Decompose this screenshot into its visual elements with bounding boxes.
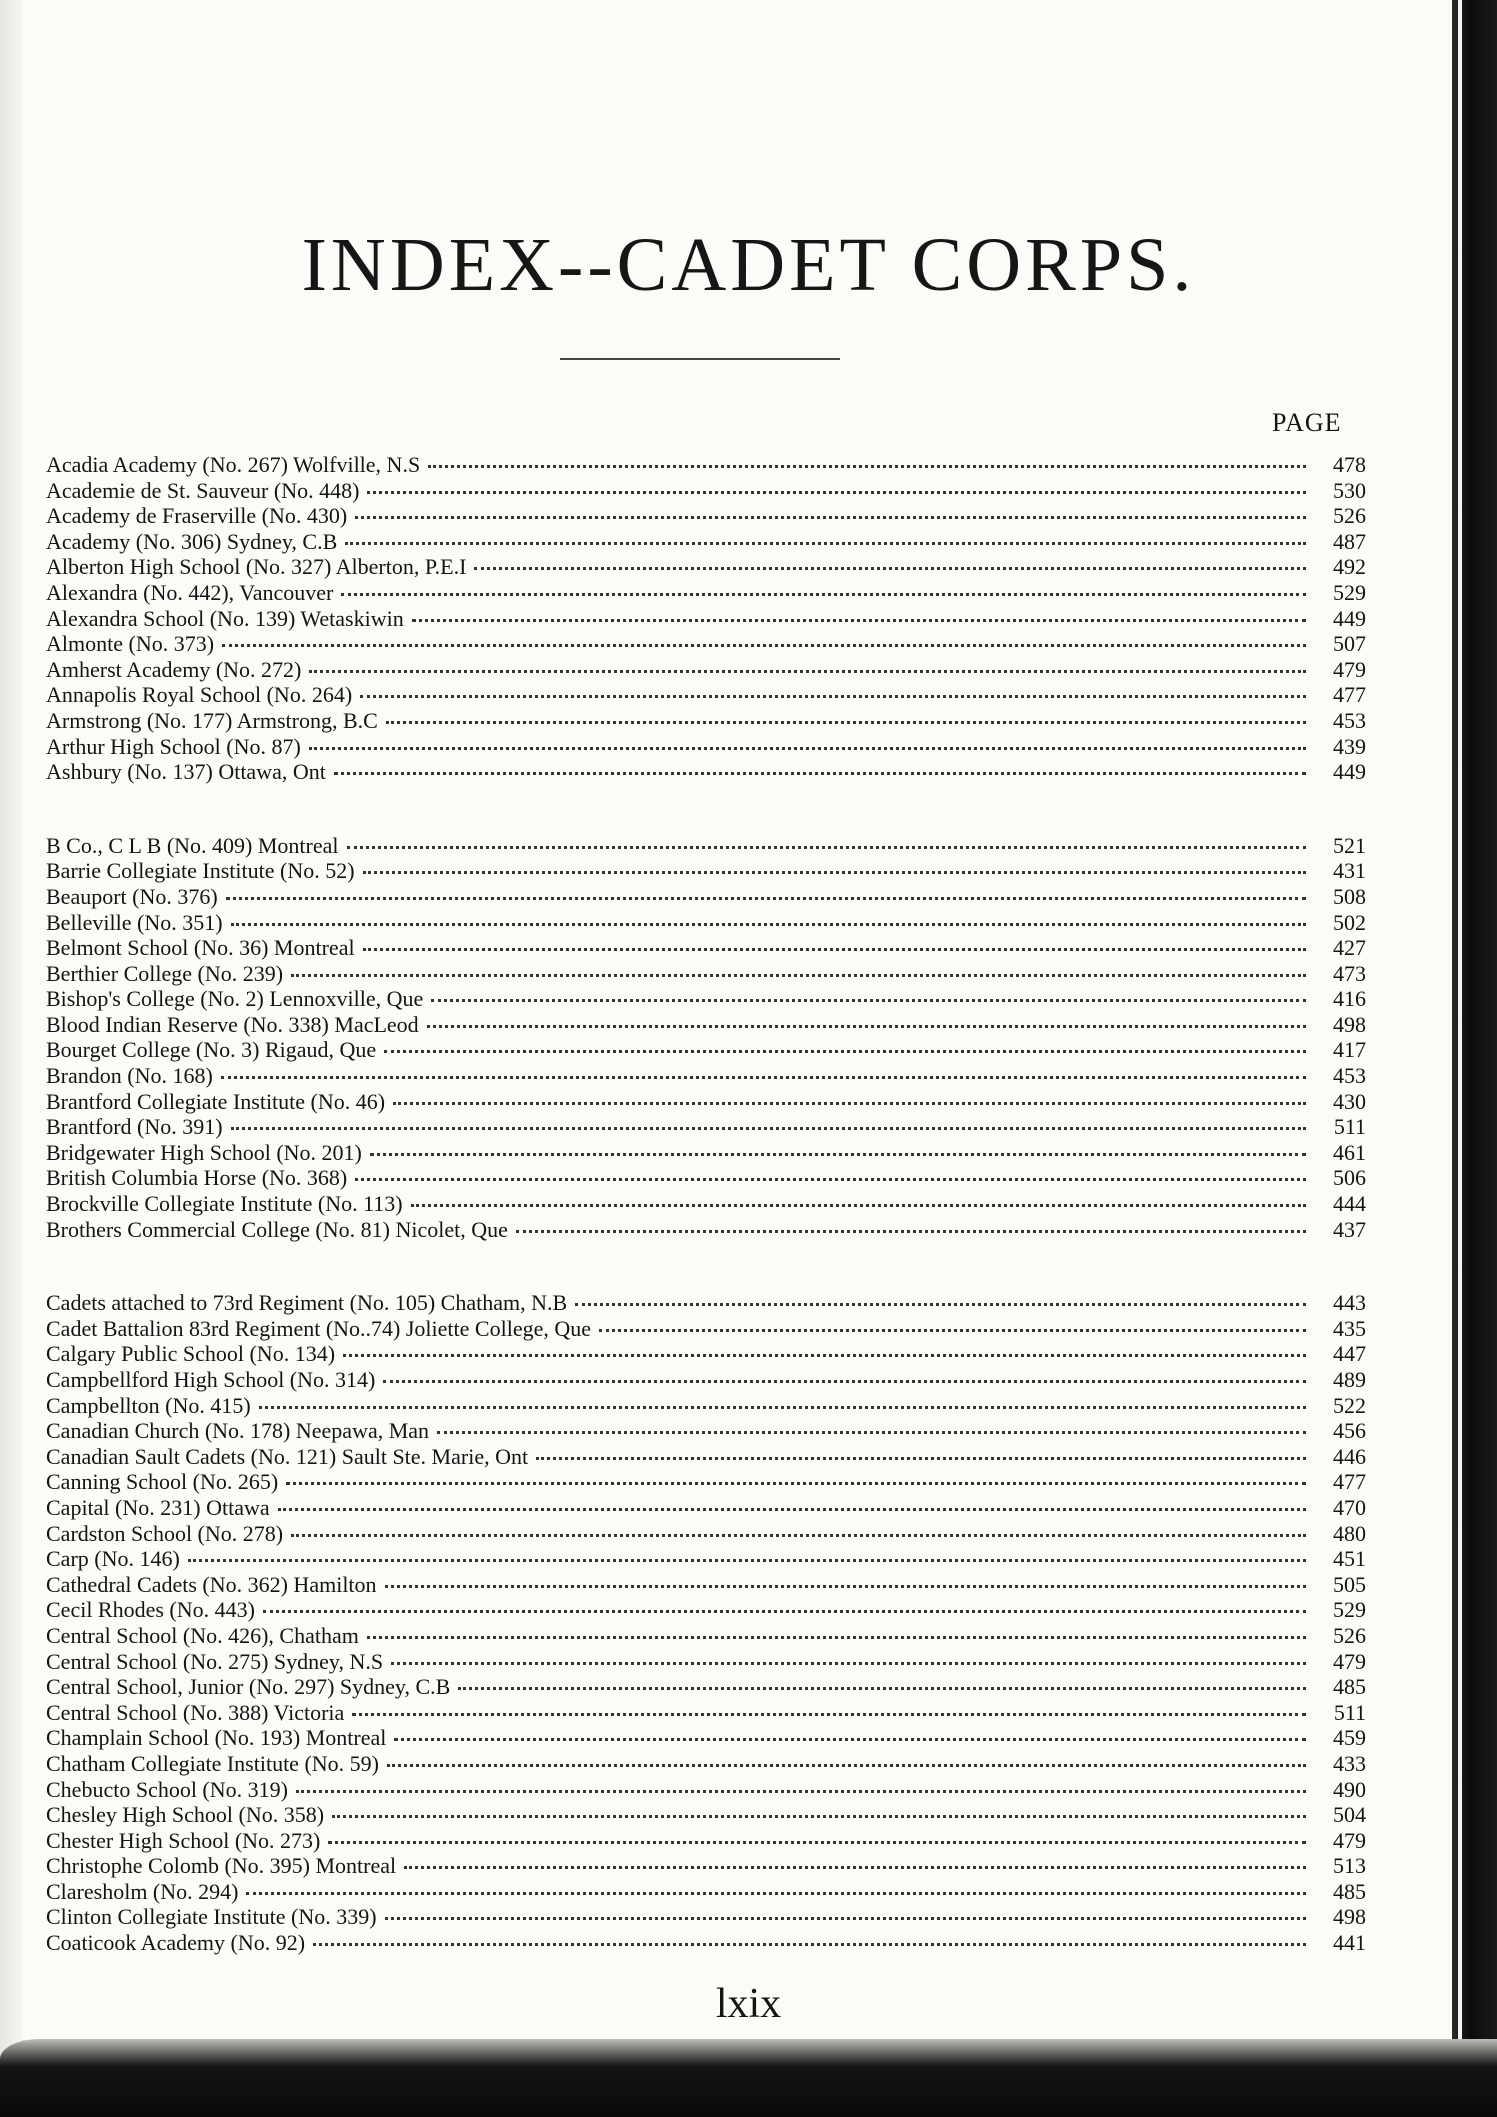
entry-name: Brothers Commercial College (No. 81) Nicolet, Que xyxy=(46,1216,508,1242)
book-binding-edge xyxy=(1452,0,1497,2117)
entry-page-number: 498 xyxy=(1333,1011,1366,1037)
index-entry xyxy=(46,935,1366,961)
index-entry xyxy=(46,833,1366,859)
index-entry xyxy=(46,1572,1366,1598)
entry-name: Amherst Academy (No. 272) xyxy=(46,656,302,682)
index-entry xyxy=(46,734,1366,760)
index-entry xyxy=(46,1469,1366,1495)
index-entry xyxy=(46,631,1366,657)
entry-page-number: 477 xyxy=(1333,1469,1366,1495)
index-entry xyxy=(46,1418,1366,1444)
entry-page-number: 479 xyxy=(1333,1648,1366,1674)
index-entry xyxy=(46,1316,1366,1342)
entry-page-number: 453 xyxy=(1333,707,1366,733)
entry-name: Central School (No. 388) Victoria xyxy=(46,1699,345,1725)
entry-page-number: 498 xyxy=(1333,1904,1366,1930)
dot-leader xyxy=(328,1841,1306,1844)
dot-leader xyxy=(286,1482,1306,1485)
entry-page-number: 511 xyxy=(1333,1114,1366,1140)
index-entry xyxy=(46,1290,1366,1316)
entry-name: Chatham Collegiate Institute (No. 59) xyxy=(46,1750,379,1776)
index-entry xyxy=(46,1674,1366,1700)
entry-page-number: 446 xyxy=(1333,1443,1366,1469)
entry-name: Canadian Church (No. 178) Neepawa, Man xyxy=(46,1418,430,1444)
dot-leader xyxy=(367,1636,1306,1639)
index-entry xyxy=(46,1191,1366,1217)
entry-name: Claresholm (No. 294) xyxy=(46,1878,239,1904)
index-entry xyxy=(46,858,1366,884)
dot-leader xyxy=(599,1329,1306,1332)
dot-leader xyxy=(437,1431,1306,1434)
index-entry xyxy=(46,606,1366,632)
dot-leader xyxy=(458,1687,1306,1690)
entry-name: Almonte (No. 373) xyxy=(46,631,215,657)
entry-name: B Co., C L B (No. 409) Montreal xyxy=(46,832,339,858)
dot-leader xyxy=(226,897,1306,900)
entry-page-number: 451 xyxy=(1333,1546,1366,1572)
entry-name: Brantford Collegiate Institute (No. 46) xyxy=(46,1088,386,1114)
entry-page-number: 443 xyxy=(1333,1290,1366,1316)
entry-name: Cardston School (No. 278) xyxy=(46,1520,284,1546)
entry-page-number: 504 xyxy=(1333,1802,1366,1828)
index-entry xyxy=(46,529,1366,555)
entry-page-number: 416 xyxy=(1333,986,1366,1012)
entry-page-number: 473 xyxy=(1333,960,1366,986)
dot-leader xyxy=(384,1050,1306,1053)
index-entry xyxy=(46,708,1366,734)
entry-name: Bourget College (No. 3) Rigaud, Que xyxy=(46,1037,377,1063)
entry-page-number: 485 xyxy=(1333,1674,1366,1700)
dot-leader xyxy=(575,1303,1306,1306)
index-entry xyxy=(46,503,1366,529)
entry-name: Berthier College (No. 239) xyxy=(46,960,284,986)
entry-page-number: 441 xyxy=(1333,1930,1366,1956)
entry-name: Bishop's College (No. 2) Lennoxville, Que xyxy=(46,986,424,1012)
entry-page-number: 506 xyxy=(1333,1165,1366,1191)
entry-name: Annapolis Royal School (No. 264) xyxy=(46,682,353,708)
entry-name: Academie de St. Sauveur (No. 448) xyxy=(46,477,360,503)
dot-leader xyxy=(427,1025,1306,1028)
entry-name: Armstrong (No. 177) Armstrong, B.C xyxy=(46,707,378,733)
index-entry xyxy=(46,1930,1366,1956)
index-entry xyxy=(46,1879,1366,1905)
entry-page-number: 508 xyxy=(1333,883,1366,909)
dot-leader xyxy=(246,1892,1306,1895)
index-entry xyxy=(46,1140,1366,1166)
entry-page-number: 439 xyxy=(1333,733,1366,759)
entry-name: Cecil Rhodes (No. 443) xyxy=(46,1597,255,1623)
dot-leader xyxy=(360,695,1306,698)
entry-name: Alberton High School (No. 327) Alberton, P.E.I xyxy=(46,554,467,580)
entry-page-number: 447 xyxy=(1333,1341,1366,1367)
index-entry xyxy=(46,1623,1366,1649)
dot-leader xyxy=(474,567,1306,570)
dot-leader xyxy=(278,1508,1306,1511)
index-entry xyxy=(46,1802,1366,1828)
page-column-heading: PAGE xyxy=(1272,408,1342,437)
entry-name: Chester High School (No. 273) xyxy=(46,1827,321,1853)
index-entry xyxy=(46,1089,1366,1115)
entry-name: British Columbia Horse (No. 368) xyxy=(46,1165,348,1191)
entry-page-number: 511 xyxy=(1333,1699,1366,1725)
title-rule xyxy=(560,358,840,360)
index-entry xyxy=(46,1063,1366,1089)
entry-page-number: 485 xyxy=(1333,1878,1366,1904)
dot-leader xyxy=(355,516,1306,519)
entry-name: Champlain School (No. 193) Montreal xyxy=(46,1725,387,1751)
index-entry xyxy=(46,554,1366,580)
page-bottom-shadow xyxy=(0,2039,1497,2117)
entry-page-number: 479 xyxy=(1333,1827,1366,1853)
entry-name: Bridgewater High School (No. 201) xyxy=(46,1139,362,1165)
entry-page-number: 526 xyxy=(1333,503,1366,529)
index-entry xyxy=(46,1393,1366,1419)
dot-leader xyxy=(411,1204,1306,1207)
index-list xyxy=(46,452,1366,2004)
index-entry xyxy=(46,759,1366,785)
dot-leader xyxy=(363,948,1306,951)
dot-leader xyxy=(516,1230,1306,1233)
entry-page-number: 505 xyxy=(1333,1571,1366,1597)
dot-leader xyxy=(313,1943,1306,1946)
left-page-edge xyxy=(0,0,23,2117)
dot-leader xyxy=(334,772,1306,775)
entry-page-number: 526 xyxy=(1333,1622,1366,1648)
entry-name: Carp (No. 146) xyxy=(46,1546,180,1572)
dot-leader xyxy=(347,846,1307,849)
dot-leader xyxy=(221,1076,1306,1079)
dot-leader xyxy=(231,923,1306,926)
index-entry xyxy=(46,1037,1366,1063)
entry-name: Calgary Public School (No. 134) xyxy=(46,1341,336,1367)
entry-page-number: 521 xyxy=(1333,832,1366,858)
dot-leader xyxy=(383,1380,1306,1383)
entry-page-number: 444 xyxy=(1333,1191,1366,1217)
entry-page-number: 449 xyxy=(1333,759,1366,785)
entry-page-number: 456 xyxy=(1333,1418,1366,1444)
entry-name: Capital (No. 231) Ottawa xyxy=(46,1494,270,1520)
dot-leader xyxy=(404,1866,1306,1869)
folio-number: lxix xyxy=(715,1981,782,2027)
entry-name: Brockville Collegiate Institute (No. 113) xyxy=(46,1191,403,1217)
dot-leader xyxy=(352,1713,1306,1716)
index-entry xyxy=(46,1495,1366,1521)
entry-page-number: 459 xyxy=(1333,1725,1366,1751)
dot-leader xyxy=(412,619,1306,622)
entry-page-number: 487 xyxy=(1333,528,1366,554)
dot-leader xyxy=(370,1153,1306,1156)
entry-page-number: 433 xyxy=(1333,1750,1366,1776)
entry-page-number: 489 xyxy=(1333,1367,1366,1392)
entry-page-number: 431 xyxy=(1333,858,1366,884)
entry-name: Central School (No. 426), Chatham xyxy=(46,1622,359,1648)
index-entry xyxy=(46,1777,1366,1803)
index-entry xyxy=(46,657,1366,683)
entry-name: Acadia Academy (No. 267) Wolfville, N.S xyxy=(46,452,421,477)
entry-name: Chebucto School (No. 319) xyxy=(46,1776,288,1802)
dot-leader xyxy=(355,1178,1306,1181)
dot-leader xyxy=(385,1917,1306,1920)
index-entry xyxy=(46,1751,1366,1777)
dot-leader xyxy=(387,1764,1306,1767)
index-entry xyxy=(46,1597,1366,1623)
dot-leader xyxy=(391,1662,1306,1665)
dot-leader xyxy=(259,1406,1306,1409)
entry-page-number: 529 xyxy=(1333,1597,1366,1623)
dot-leader xyxy=(341,593,1306,596)
entry-name: Academy de Fraserville (No. 430) xyxy=(46,503,348,529)
entry-page-number: 513 xyxy=(1333,1853,1366,1879)
index-entry xyxy=(46,1546,1366,1572)
dot-leader xyxy=(386,721,1306,724)
entry-page-number: 477 xyxy=(1333,682,1366,708)
dot-leader xyxy=(188,1559,1306,1562)
index-entry xyxy=(46,884,1366,910)
dot-leader xyxy=(296,1790,1306,1793)
index-section xyxy=(46,452,1366,785)
index-entry xyxy=(46,961,1366,987)
entry-name: Central School, Junior (No. 297) Sydney, C.B xyxy=(46,1674,451,1700)
entry-page-number: 502 xyxy=(1333,909,1366,935)
entry-name: Alexandra (No. 442), Vancouver xyxy=(46,579,334,605)
entry-name: Academy (No. 306) Sydney, C.B xyxy=(46,528,338,554)
index-entry xyxy=(46,682,1366,708)
dot-leader xyxy=(428,465,1306,468)
page-title: INDEX--CADET CORPS. xyxy=(301,223,1196,307)
entry-name: Cadets attached to 73rd Regiment (No. 105) Chatham, N.B xyxy=(46,1290,568,1316)
entry-page-number: 478 xyxy=(1333,452,1366,477)
dot-leader xyxy=(309,670,1306,673)
entry-name: Ashbury (No. 137) Ottawa, Ont xyxy=(46,759,326,785)
index-entry xyxy=(46,1725,1366,1751)
index-entry xyxy=(46,986,1366,1012)
dot-leader xyxy=(536,1457,1306,1460)
entry-name: Coaticook Academy (No. 92) xyxy=(46,1930,306,1956)
entry-name: Clinton Collegiate Institute (No. 339) xyxy=(46,1904,377,1930)
entry-name: Beauport (No. 376) xyxy=(46,883,218,909)
entry-name: Campbellton (No. 415) xyxy=(46,1392,251,1418)
index-entry xyxy=(46,910,1366,936)
dot-leader xyxy=(345,542,1306,545)
entry-page-number: 417 xyxy=(1333,1037,1366,1063)
entry-page-number: 461 xyxy=(1333,1139,1366,1165)
entry-name: Campbellford High School (No. 314) xyxy=(46,1367,376,1392)
index-entry xyxy=(46,1904,1366,1930)
entry-name: Christophe Colomb (No. 395) Montreal xyxy=(46,1853,397,1879)
entry-name: Chesley High School (No. 358) xyxy=(46,1802,325,1828)
index-entry xyxy=(46,1828,1366,1854)
dot-leader xyxy=(367,491,1306,494)
index-entry xyxy=(46,1700,1366,1726)
dot-leader xyxy=(263,1610,1306,1613)
dot-leader xyxy=(332,1815,1306,1818)
index-section xyxy=(46,1290,1366,1955)
index-entry xyxy=(46,1012,1366,1038)
entry-name: Barrie Collegiate Institute (No. 52) xyxy=(46,858,355,884)
entry-name: Canadian Sault Cadets (No. 121) Sault Ste. Marie, Ont xyxy=(46,1443,529,1469)
dot-leader xyxy=(291,1534,1306,1537)
index-entry xyxy=(46,1165,1366,1191)
entry-page-number: 492 xyxy=(1333,554,1366,580)
entry-page-number: 437 xyxy=(1333,1216,1366,1242)
entry-page-number: 427 xyxy=(1333,935,1366,961)
index-entry xyxy=(46,1444,1366,1470)
entry-page-number: 530 xyxy=(1333,477,1366,503)
entry-page-number: 529 xyxy=(1333,579,1366,605)
entry-page-number: 430 xyxy=(1333,1088,1366,1114)
dot-leader xyxy=(431,999,1306,1002)
dot-leader xyxy=(363,871,1306,874)
index-entry xyxy=(46,1521,1366,1547)
index-entry xyxy=(46,452,1366,478)
entry-name: Alexandra School (No. 139) Wetaskiwin xyxy=(46,605,404,631)
index-entry xyxy=(46,1853,1366,1879)
dot-leader xyxy=(291,974,1306,977)
dot-leader xyxy=(385,1585,1306,1588)
dot-leader xyxy=(343,1354,1306,1357)
index-entry xyxy=(46,478,1366,504)
index-entry xyxy=(46,1217,1366,1243)
entry-name: Belleville (No. 351) xyxy=(46,909,223,935)
dot-leader xyxy=(222,644,1306,647)
entry-name: Canning School (No. 265) xyxy=(46,1469,279,1495)
entry-page-number: 470 xyxy=(1333,1494,1366,1520)
entry-page-number: 490 xyxy=(1333,1776,1366,1802)
index-entry xyxy=(46,1649,1366,1675)
index-entry xyxy=(46,580,1366,606)
entry-page-number: 507 xyxy=(1333,631,1366,657)
index-entry xyxy=(46,1341,1366,1367)
entry-page-number: 449 xyxy=(1333,605,1366,631)
index-section xyxy=(46,833,1366,1243)
entry-page-number: 479 xyxy=(1333,656,1366,682)
entry-name: Blood Indian Reserve (No. 338) MacLeod xyxy=(46,1011,419,1037)
entry-page-number: 453 xyxy=(1333,1063,1366,1089)
entry-page-number: 480 xyxy=(1333,1520,1366,1546)
dot-leader xyxy=(394,1738,1306,1741)
entry-page-number: 522 xyxy=(1333,1392,1366,1418)
index-entry xyxy=(46,1367,1366,1393)
dot-leader xyxy=(231,1127,1306,1130)
entry-name: Arthur High School (No. 87) xyxy=(46,733,301,759)
entry-page-number: 435 xyxy=(1333,1315,1366,1341)
dot-leader xyxy=(309,747,1306,750)
entry-name: Cadet Battalion 83rd Regiment (No..74) Joliette College, Que xyxy=(46,1315,591,1341)
entry-name: Central School (No. 275) Sydney, N.S xyxy=(46,1648,384,1674)
entry-name: Cathedral Cadets (No. 362) Hamilton xyxy=(46,1571,377,1597)
entry-name: Brantford (No. 391) xyxy=(46,1114,223,1140)
index-entry xyxy=(46,1114,1366,1140)
entry-name: Belmont School (No. 36) Montreal xyxy=(46,935,355,961)
entry-name: Brandon (No. 168) xyxy=(46,1063,213,1089)
dot-leader xyxy=(393,1102,1306,1105)
